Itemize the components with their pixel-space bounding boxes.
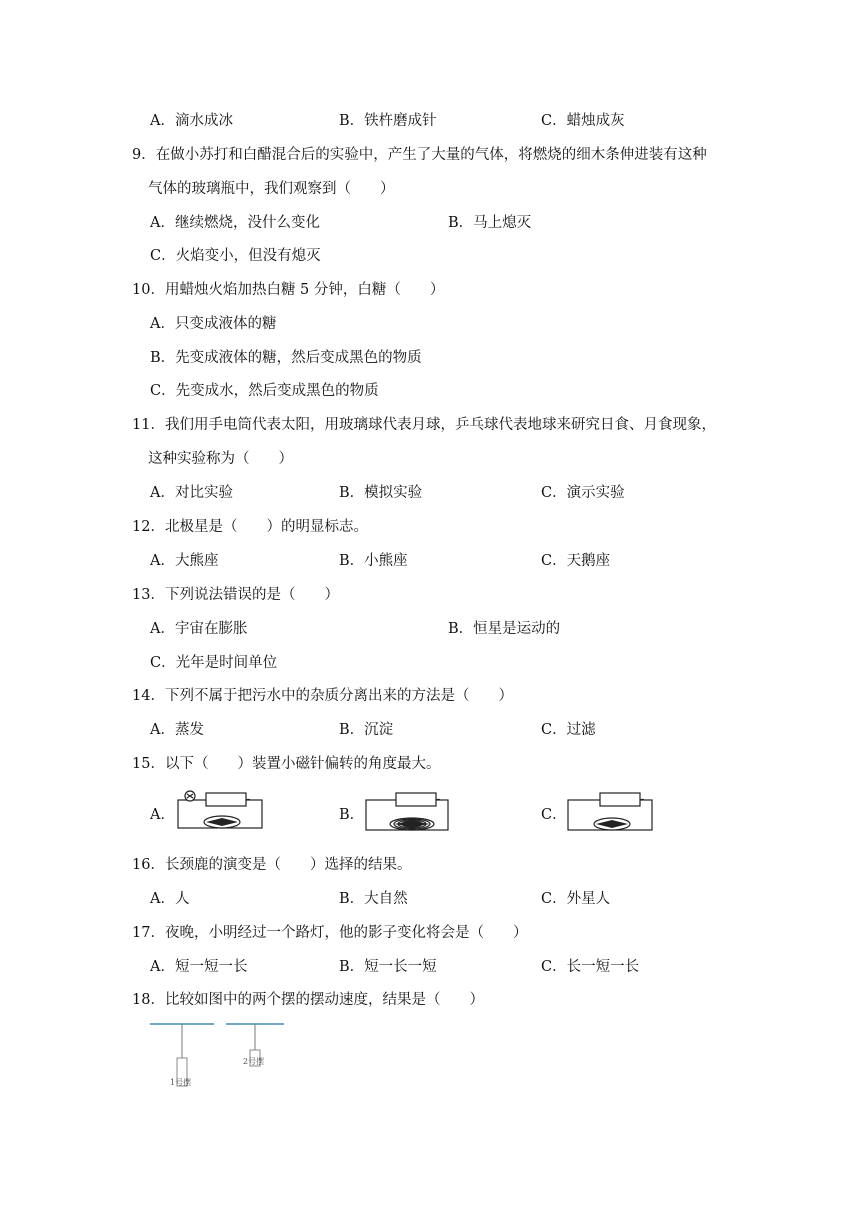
- q18-stem: 18．比较如图中的两个摆的摆动速度，结果是（ ）: [132, 992, 484, 1008]
- q9-option-b: B．马上熄灭: [448, 215, 532, 231]
- q13-stem: 13．下列说法错误的是（ ）: [132, 587, 339, 603]
- q9-option-c: C．火焰变小，但没有熄灭: [150, 248, 321, 264]
- q10-option-b: B．先变成液体的糖，然后变成黑色的物质: [150, 350, 422, 366]
- pendulum-2-label: 2号摆: [243, 1057, 265, 1066]
- q15-option-c-label: C．: [541, 807, 567, 823]
- q11-stem-line1: 11．我们用手电筒代表太阳，用玻璃球代表月球，乒乓球代表地球来研究日食、月食现象，: [132, 417, 716, 433]
- q13-option-b: B．恒星是运动的: [448, 621, 561, 637]
- pendulum-1-label: 1号摆: [170, 1078, 192, 1087]
- circuit-a-figure: [170, 786, 266, 832]
- q13-option-c: C．光年是时间单位: [150, 655, 278, 671]
- q11-stem-line2: 这种实验称为（ ）: [148, 451, 293, 467]
- q8-option-b: B．铁杵磨成针: [339, 113, 437, 129]
- pendulum-figure: [146, 1018, 288, 1102]
- q12-option-c: C．天鹅座: [541, 553, 611, 569]
- q11-option-a: A．对比实验: [150, 485, 233, 501]
- q16-option-a: A．人: [150, 891, 190, 907]
- q17-option-b: B．短一长一短: [339, 959, 437, 975]
- q11-option-c: C．演示实验: [541, 485, 625, 501]
- q15-option-a-label: A．: [150, 807, 175, 823]
- q16-option-c: C．外星人: [541, 891, 611, 907]
- q14-option-b: B．沉淀: [339, 722, 394, 738]
- q17-stem: 17．夜晚，小明经过一个路灯，他的影子变化将会是（ ）: [132, 925, 528, 941]
- q14-option-a: A．蒸发: [150, 722, 204, 738]
- q14-option-c: C．过滤: [541, 722, 596, 738]
- q9-option-a: A．继续燃烧，没什么变化: [150, 215, 320, 231]
- pendulum-1: [150, 1024, 214, 1086]
- q17-option-a: A．短一短一长: [150, 959, 248, 975]
- q12-option-b: B．小熊座: [339, 553, 408, 569]
- q14-stem: 14．下列不属于把污水中的杂质分离出来的方法是（ ）: [132, 688, 513, 704]
- q15-option-b-label: B．: [339, 807, 365, 823]
- q9-stem-line1: 9．在做小苏打和白醋混合后的实验中，产生了大量的气体，将燃烧的细木条伸进装有这种: [132, 147, 707, 163]
- q10-option-c: C．先变成水，然后变成黑色的物质: [150, 383, 379, 399]
- q13-option-a: A．宇宙在膨胀: [150, 621, 248, 637]
- q9-stem-line2: 气体的玻璃瓶中，我们观察到（ ）: [148, 181, 395, 197]
- q11-option-b: B．模拟实验: [339, 485, 423, 501]
- q16-stem: 16．长颈鹿的演变是（ ）选择的结果。: [132, 857, 412, 873]
- q16-option-b: B．大自然: [339, 891, 408, 907]
- q15-stem: 15．以下（ ）装置小磁针偏转的角度最大。: [132, 756, 441, 772]
- circuit-b-figure: [360, 788, 452, 836]
- q17-option-c: C．长一短一长: [541, 959, 640, 975]
- q8-option-c: C．蜡烛成灰: [541, 113, 625, 129]
- q10-option-a: A．只变成液体的糖: [150, 316, 277, 332]
- q10-stem: 10．用蜡烛火焰加热白糖 5 分钟，白糖（ ）: [132, 282, 445, 298]
- circuit-c-figure: [560, 788, 656, 834]
- q12-option-a: A．大熊座: [150, 553, 219, 569]
- q8-option-a: A．滴水成冰: [150, 113, 233, 129]
- q12-stem: 12．北极星是（ ）的明显标志。: [132, 519, 368, 535]
